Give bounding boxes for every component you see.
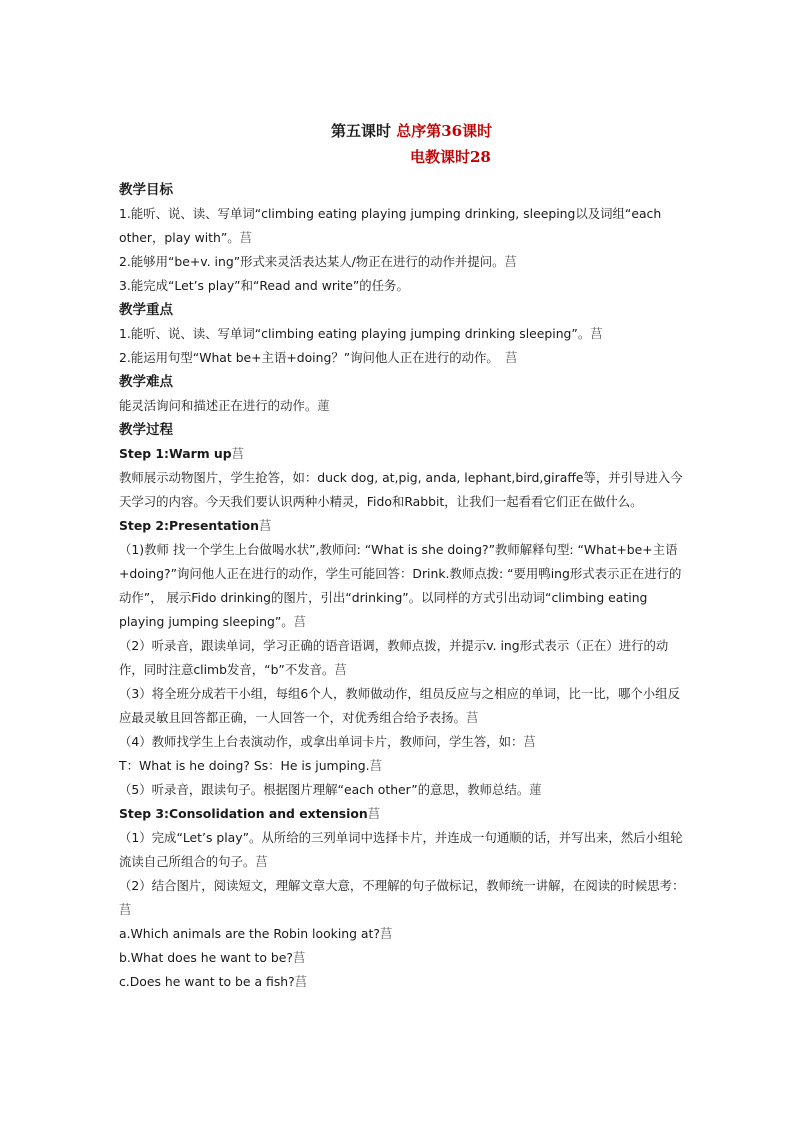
section-heading-key-points: 教学重点 xyxy=(119,302,173,318)
step-1-body: 教师展示动物图片，学生抢答，如：duck dog, at,pig, anda, lephant,bird,giraffe等，并引导进入今天学习的内容。今天我们要认识两种小精灵，Fido和Rabbit，让我们一起看看它们正在做什么。 xyxy=(119,470,683,509)
difficulty-1: 能灵活询问和描述正在进行的动作。蓮 xyxy=(119,398,330,413)
step-2-item-5: （5）听录音，跟读句子。根据图片理解“each other”的意思，教师总结。蓮 xyxy=(119,782,542,797)
electronic-lesson-number: 电教课时28 xyxy=(410,148,491,166)
step-3-question-a: a.Which animals are the Robin looking at?莒 xyxy=(119,926,393,941)
section-heading-process: 教学过程 xyxy=(119,422,173,438)
step-3-title: Step 3:Consolidation and extension莒 xyxy=(119,806,381,821)
step-2-item-2: （2）听录音，跟读单词，学习正确的语音语调，教师点拨，并提示v. ing形式表示（正在）进行的动作，同时注意climb发音，“b”不发音。莒 xyxy=(119,638,669,677)
step-3-item-2: （2）结合图片，阅读短文，理解文章大意，不理解的句子做标记，教师统一讲解，在阅读的时候思考：莒 xyxy=(119,878,685,917)
step-3-question-c: c.Does he want to be a fish?莒 xyxy=(119,974,308,989)
lesson-title xyxy=(331,120,492,141)
objective-3: 3.能完成“Let’s play”和“Read and write”的任务。 xyxy=(119,278,409,293)
step-2-item-4: （4）教师找学生上台表演动作，或拿出单词卡片，教师问，学生答，如：莒 xyxy=(119,734,536,749)
step-2-title: Step 2:Presentation莒 xyxy=(119,518,272,533)
lesson-number: 第五课时 xyxy=(331,122,392,140)
key-point-1: 1.能听、说、读、写单词“climbing eating playing jumping drinking sleeping”。莒 xyxy=(119,326,603,341)
section-heading-difficulties: 教学难点 xyxy=(119,374,173,390)
step-2-item-1: （1)教师 找一个学生上台做喝水状”,教师问: “What is she doing?”教师解释句型: “What+be+主语+doing?”询问他人正在进行的动作，学生可能回答：Drink.教师点拨: “要用鸭ing形式表示正在进行的动作”， 展示Fido drinking的图片，引出“drinking”。以同样的方式引出动词“climbing eating playing jumping sleeping”。莒 xyxy=(119,542,682,629)
step-2-dialogue: T：What is he doing? Ss：He is jumping.莒 xyxy=(119,758,382,773)
total-lesson-number: 总序第36课时 xyxy=(396,122,493,140)
document-body xyxy=(119,178,687,994)
section-heading-objectives: 教学目标 xyxy=(119,182,173,198)
step-3-question-b: b.What does he want to be?莒 xyxy=(119,950,306,965)
objective-1: 1.能听、说、读、写单词“climbing eating playing jumping drinking, sleeping以及词组“each other，play with”。莒 xyxy=(119,206,662,245)
step-3-item-1: （1）完成“Let’s play”。从所给的三列单词中选择卡片，并连成一句通顺的话，并写出来，然后小组轮流读自己所组合的句子。莒 xyxy=(119,830,683,869)
objective-2: 2.能够用“be+v. ing”形式来灵活表达某人/物正在进行的动作并提问。莒 xyxy=(119,254,517,269)
step-1-title: Step 1:Warm up莒 xyxy=(119,446,245,461)
step-2-item-3: （3）将全班分成若干小组，每组6个人，教师做动作，组员反应与之相应的单词，比一比，哪个小组反应最灵敏且回答都正确，一人回答一个，对优秀组合给予表扬。莒 xyxy=(119,686,680,725)
key-point-2: 2.能运用句型“What be+主语+doing？”询问他人正在进行的动作。 莒 xyxy=(119,350,518,365)
